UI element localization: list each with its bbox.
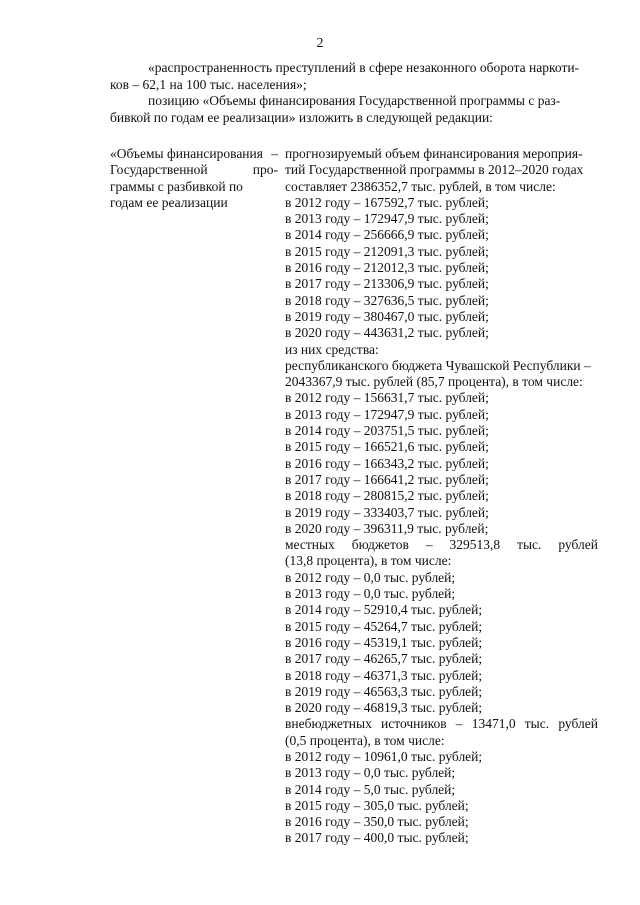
year-line: в 2017 году – 46265,7 тыс. рублей; [285,651,483,667]
word: – [425,537,433,553]
year-line: в 2019 году – 46563,3 тыс. рублей; [285,683,483,699]
label-word: «Объемы финансирования [110,146,263,161]
year-line: в 2020 году – 396311,9 тыс. рублей; [285,520,489,536]
word: бюджетов [351,537,409,553]
year-line: в 2014 году – 203751,5 тыс. рублей; [285,423,489,439]
intro-line: позицию «Объемы финансирования Государственной программы с раз- [148,93,561,108]
label-line [110,146,278,162]
offbudget-line [285,716,598,732]
summary-line: составляет 2386352,7 тыс. рублей, в том числе: [285,178,556,194]
of-them-line: из них средства: [285,341,379,357]
intro-line: «распространенность преступлений в сфере незаконного оборота наркоти- [148,60,580,75]
word: источников [381,716,447,732]
word: тыс. [517,537,542,553]
republic-budget-line: республиканского бюджета Чувашской Республики – [285,357,591,373]
year-line: в 2018 году – 327636,5 тыс. рублей; [285,292,489,308]
year-line: в 2014 году – 52910,4 тыс. рублей; [285,602,483,618]
label-word: про- [252,162,278,178]
year-line: в 2014 году – 256666,9 тыс. рублей; [285,227,489,243]
word: рублей [558,716,598,732]
year-line: в 2018 году – 46371,3 тыс. рублей; [285,667,483,683]
word: внебюджетных [285,716,372,732]
summary-line: тий Государственной программы в 2012–2020 годах [285,162,584,178]
intro-line: бивкой по годам ее реализации» изложить в следующей редакции: [110,109,493,125]
year-line: в 2015 году – 305,0 тыс. рублей; [285,797,469,813]
local-budget-line [285,537,598,553]
year-line: в 2014 году – 5,0 тыс. рублей; [285,781,456,797]
year-line: в 2013 году – 172947,9 тыс. рублей; [285,211,489,227]
year-line: в 2012 году – 0,0 тыс. рублей; [285,569,456,585]
financing-label [110,146,278,211]
label-word: Государственной [110,162,208,178]
word: местных [285,537,335,553]
label-line: граммы с разбивкой по [110,178,243,194]
year-line: в 2019 году – 380467,0 тыс. рублей; [285,308,489,324]
year-line: в 2017 году – 400,0 тыс. рублей; [285,830,469,846]
word: – [455,716,463,732]
year-line: в 2013 году – 172947,9 тыс. рублей; [285,406,489,422]
financing-details [285,146,598,847]
page-number: 2 [316,36,324,51]
year-line: в 2017 году – 213306,9 тыс. рублей; [285,276,489,292]
republic-budget-line: 2043367,9 тыс. рублей (85,7 процента), в том числе: [285,374,583,390]
word: 329513,8 [449,537,501,553]
label-line [110,162,278,178]
year-line: в 2016 году – 212012,3 тыс. рублей; [285,260,489,276]
intro-paragraphs [110,60,598,126]
year-line: в 2020 году – 46819,3 тыс. рублей; [285,700,483,716]
year-line: в 2012 году – 167592,7 тыс. рублей; [285,194,489,210]
year-line: в 2012 году – 10961,0 тыс. рублей; [285,748,483,764]
year-line: в 2019 году – 333403,7 тыс. рублей; [285,504,489,520]
local-budget-line: (13,8 процента), в том числе: [285,553,452,569]
word: 13471,0 [471,716,516,732]
offbudget-line: (0,5 процента), в том числе: [285,732,445,748]
year-line: в 2016 году – 45319,1 тыс. рублей; [285,634,483,650]
year-line: в 2013 году – 0,0 тыс. рублей; [285,765,456,781]
year-line: в 2015 году – 212091,3 тыс. рублей; [285,243,489,259]
year-line: в 2012 году – 156631,7 тыс. рублей; [285,390,489,406]
intro-line: ков – 62,1 на 100 тыс. населения»; [110,76,307,92]
year-line: в 2018 году – 280815,2 тыс. рублей; [285,488,489,504]
word: тыс. [524,716,550,732]
year-line: в 2016 году – 166343,2 тыс. рублей; [285,455,489,471]
label-word: – [271,146,278,161]
year-line: в 2016 году – 350,0 тыс. рублей; [285,814,469,830]
year-line: в 2013 году – 0,0 тыс. рублей; [285,586,456,602]
year-line: в 2015 году – 45264,7 тыс. рублей; [285,618,483,634]
year-line: в 2015 году – 166521,6 тыс. рублей; [285,439,489,455]
word: рублей [558,537,598,553]
label-line: годам ее реализации [110,194,228,210]
summary-line: прогнозируемый объем финансирования мероприя- [285,146,583,161]
year-line: в 2017 году – 166641,2 тыс. рублей; [285,471,489,487]
year-line: в 2020 году – 443631,2 тыс. рублей; [285,325,489,341]
